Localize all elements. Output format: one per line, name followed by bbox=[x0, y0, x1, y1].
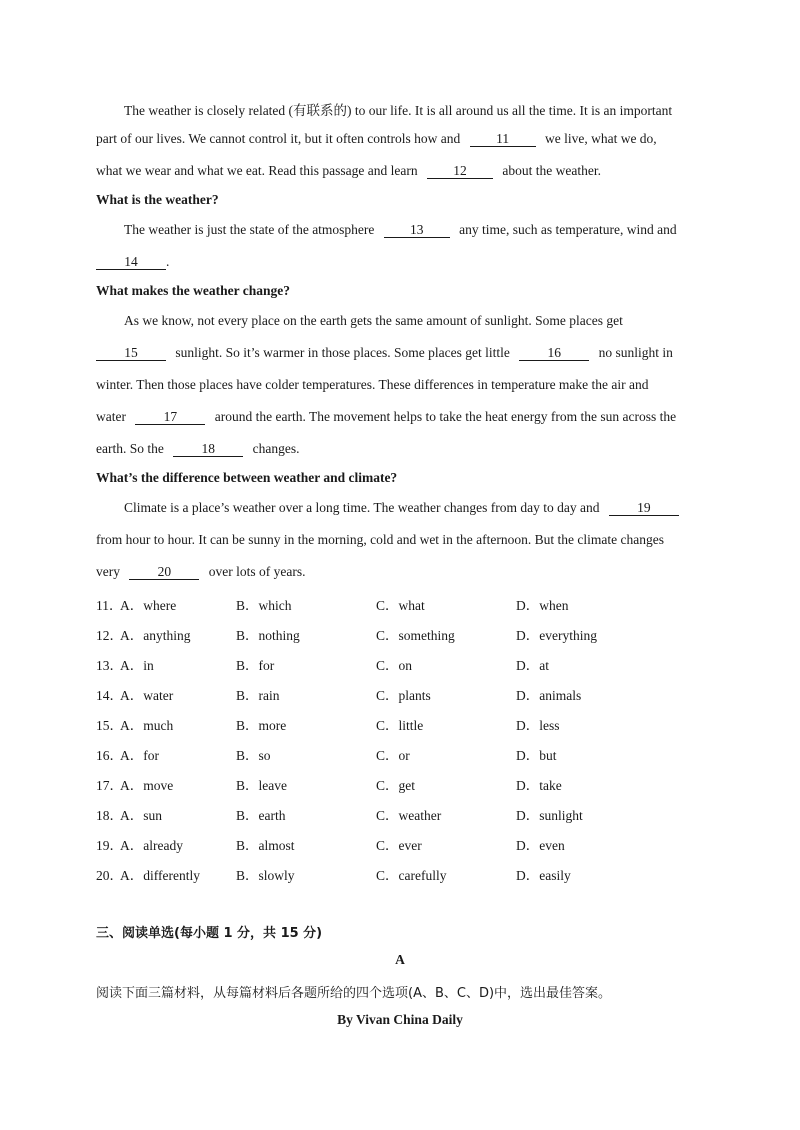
option-a: A．where bbox=[120, 598, 177, 613]
section-title: 三、阅读单选(每小题 1 分，共 15 分) bbox=[96, 926, 323, 941]
part-label: A bbox=[395, 952, 405, 967]
blank-15: 15 bbox=[96, 346, 166, 361]
blank-11: 11 bbox=[470, 132, 536, 147]
question-options bbox=[96, 804, 716, 822]
option-b: B．nothing bbox=[236, 628, 300, 643]
option-b: B．slowly bbox=[236, 868, 295, 883]
option-a: A．already bbox=[120, 838, 183, 853]
option-c: C．plants bbox=[376, 688, 431, 703]
option-b: B．for bbox=[236, 658, 275, 673]
question-number: 16． bbox=[96, 748, 123, 763]
question-number: 11． bbox=[96, 598, 123, 613]
option-d: D．animals bbox=[516, 688, 582, 703]
question-options bbox=[96, 594, 716, 612]
option-c: C．or bbox=[376, 748, 410, 763]
passage-text: no sunlight in bbox=[598, 345, 673, 360]
passage-text: what we wear and what we eat. Read this passage and learn bbox=[96, 163, 418, 178]
blank-14: 14 bbox=[96, 255, 166, 270]
section-heading: What’s the difference between weather and climate? bbox=[96, 470, 398, 485]
blank-20: 20 bbox=[129, 565, 199, 580]
passage-text: water bbox=[96, 409, 126, 424]
option-a: A．water bbox=[120, 688, 174, 703]
blank-17: 17 bbox=[135, 410, 205, 425]
question-options bbox=[96, 654, 716, 672]
blank-18: 18 bbox=[173, 442, 243, 457]
blank-13: 13 bbox=[384, 223, 450, 238]
passage-line bbox=[96, 441, 704, 457]
question-options bbox=[96, 684, 716, 702]
option-d: D．when bbox=[516, 598, 569, 613]
option-a: A．for bbox=[120, 748, 159, 763]
passage-text: changes. bbox=[252, 441, 300, 456]
option-b: B．rain bbox=[236, 688, 280, 703]
passage-line: As we know, not every place on the earth gets the same amount of sunlight. Some places get bbox=[124, 313, 623, 328]
passage-text: earth. So the bbox=[96, 441, 164, 456]
option-a: A．move bbox=[120, 778, 174, 793]
option-b: B．so bbox=[236, 748, 271, 763]
section-heading: What is the weather? bbox=[96, 192, 219, 207]
passage-text: about the weather. bbox=[502, 163, 601, 178]
option-b: B．earth bbox=[236, 808, 286, 823]
passage-line: The weather is closely related (有联系的) to our life. It is all around us all the time. It is an important bbox=[124, 103, 673, 118]
question-number: 12． bbox=[96, 628, 123, 643]
passage-line bbox=[96, 409, 704, 425]
passage-text: The weather is just the state of the atmosphere bbox=[124, 222, 375, 237]
question-number: 17． bbox=[96, 778, 123, 793]
option-a: A．sun bbox=[120, 808, 163, 823]
instruction-text: 阅读下面三篇材料，从每篇材料后各题所给的四个选项(A、B、C、D)中，选出最佳答案。 bbox=[96, 986, 612, 1001]
option-a: A．anything bbox=[120, 628, 191, 643]
passage-line bbox=[124, 222, 704, 238]
option-a: A．differently bbox=[120, 868, 200, 883]
question-number: 20． bbox=[96, 868, 123, 883]
blank-12: 12 bbox=[427, 164, 493, 179]
option-c: C．get bbox=[376, 778, 415, 793]
question-number: 15． bbox=[96, 718, 123, 733]
option-c: C．on bbox=[376, 658, 413, 673]
passage-line bbox=[96, 345, 704, 361]
option-c: C．ever bbox=[376, 838, 422, 853]
blank-16: 16 bbox=[519, 346, 589, 361]
passage-text: we live, what we do, bbox=[544, 131, 657, 146]
passage-text: sunlight. So it’s warmer in those places. Some places get little bbox=[175, 345, 510, 360]
option-a: A．in bbox=[120, 658, 154, 673]
question-options bbox=[96, 834, 716, 852]
question-options bbox=[96, 864, 716, 882]
option-d: D．sunlight bbox=[516, 808, 583, 823]
option-c: C．weather bbox=[376, 808, 442, 823]
question-number: 13． bbox=[96, 658, 123, 673]
option-d: D．at bbox=[516, 658, 549, 673]
option-b: B．more bbox=[236, 718, 287, 733]
option-d: D．even bbox=[516, 838, 565, 853]
question-number: 18． bbox=[96, 808, 123, 823]
option-c: C．carefully bbox=[376, 868, 447, 883]
question-number: 14． bbox=[96, 688, 123, 703]
option-a: A．much bbox=[120, 718, 174, 733]
passage-line bbox=[96, 254, 704, 270]
passage-line bbox=[96, 131, 704, 147]
passage-text: very bbox=[96, 564, 120, 579]
passage-text: around the earth. The movement helps to take the heat energy from the sun across the bbox=[214, 409, 677, 424]
option-d: D．easily bbox=[516, 868, 571, 883]
option-b: B．which bbox=[236, 598, 292, 613]
option-d: D．everything bbox=[516, 628, 597, 643]
question-options bbox=[96, 624, 716, 642]
option-d: D．but bbox=[516, 748, 557, 763]
question-options bbox=[96, 744, 716, 762]
passage-text: . bbox=[166, 254, 170, 269]
question-number: 19． bbox=[96, 838, 123, 853]
passage-line bbox=[124, 500, 704, 516]
option-b: B．almost bbox=[236, 838, 295, 853]
option-c: C．something bbox=[376, 628, 455, 643]
option-c: C．what bbox=[376, 598, 425, 613]
option-d: D．less bbox=[516, 718, 560, 733]
option-c: C．little bbox=[376, 718, 424, 733]
passage-text: over lots of years. bbox=[208, 564, 306, 579]
section-heading: What makes the weather change? bbox=[96, 283, 290, 298]
passage-line bbox=[96, 564, 704, 580]
passage-text: any time, such as temperature, wind and bbox=[459, 222, 677, 237]
question-options bbox=[96, 774, 716, 792]
blank-19: 19 bbox=[609, 501, 679, 516]
passage-line bbox=[96, 163, 704, 179]
byline: By Vivan China Daily bbox=[337, 1012, 463, 1027]
question-options bbox=[96, 714, 716, 732]
passage-text: part of our lives. We cannot control it, but it often controls how and bbox=[96, 131, 461, 146]
option-d: D．take bbox=[516, 778, 562, 793]
option-b: B．leave bbox=[236, 778, 287, 793]
passage-text: Climate is a place’s weather over a long time. The weather changes from day to day and bbox=[124, 500, 600, 515]
passage-line: winter. Then those places have colder temperatures. These differences in temperature make the air and bbox=[96, 377, 649, 392]
passage-line: from hour to hour. It can be sunny in the morning, cold and wet in the afternoon. But the climate changes bbox=[96, 532, 664, 547]
